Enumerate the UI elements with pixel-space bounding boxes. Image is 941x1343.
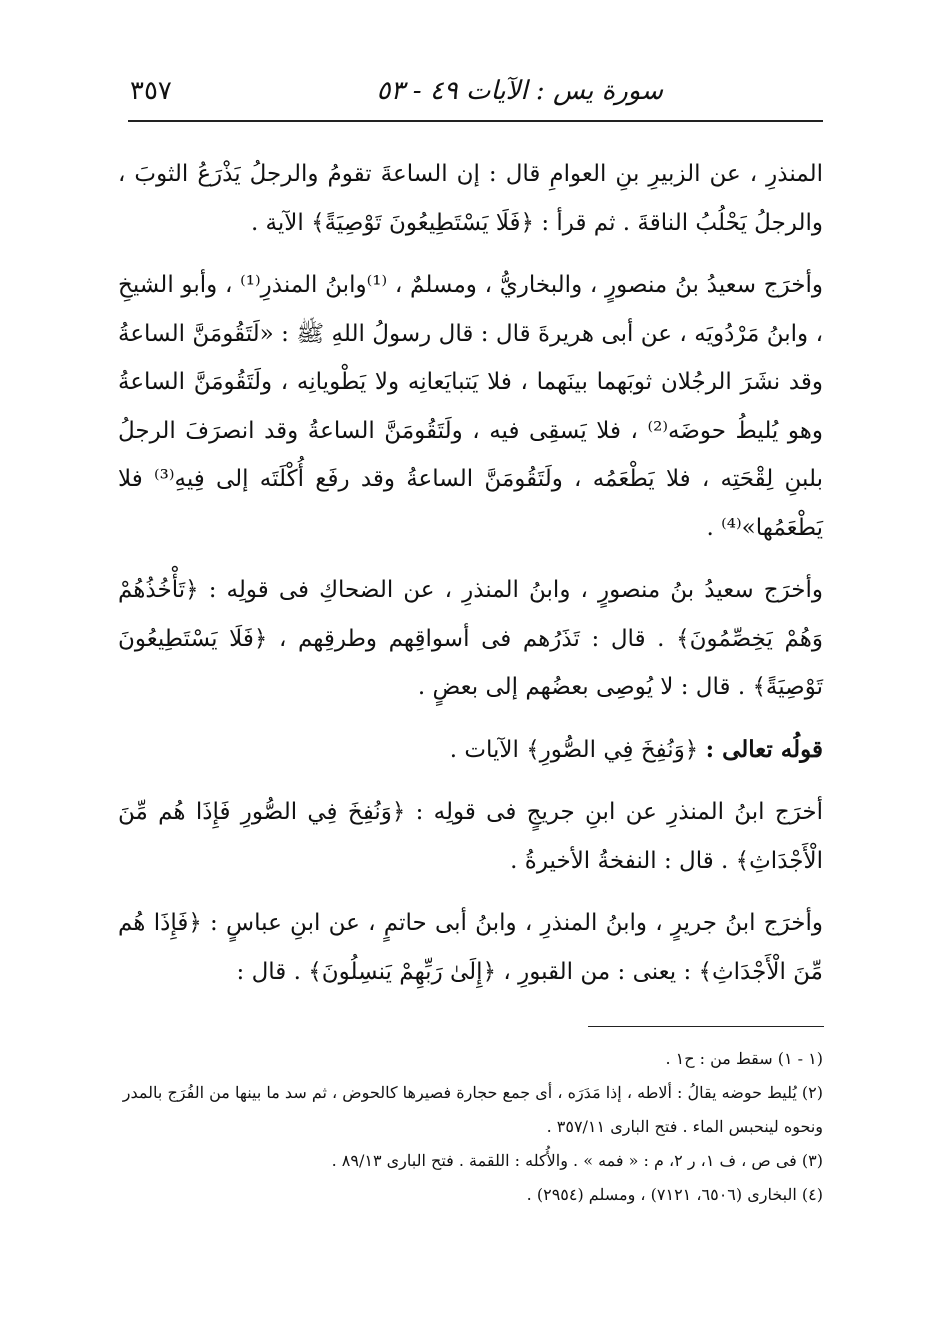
- running-title: سورة يس : الآيات ٤٩ - ٥٣: [376, 76, 663, 106]
- paragraph: وأخرَج سعيدُ بنُ منصورٍ ، وابنُ المنذرِ ، عن الضحاكِ فى قولِه : ﴿تَأْخُذُهُمْ وَهُمْ يَخِصِّمُونَ﴾ . قال : تَذَرُهم فى أسواقِهم وطرقِهم ، ﴿فَلَا يَسْتَطِيعُونَ تَوْصِيَةً﴾ . قال : لا يُوصِى بعضُهم إلى بعضٍ .: [118, 577, 823, 700]
- footnote: (٣) فى ص ، ف ١، ر ٢، م : « فمه » . والأُكله : اللقمة . فتح البارى ٨٩/١٣ .: [331, 1151, 823, 1170]
- paragraph: وأخرَج ابنُ جريرٍ ، وابنُ المنذرِ ، وابنُ أبى حاتمٍ ، عن ابنِ عباسٍ : ﴿فَإِذَا هُم مِّنَ الْأَجْدَاثِ﴾ : يعنى : من القبورِ ، ﴿إِلَىٰ رَبِّهِمْ يَنسِلُونَ﴾ . قال :: [118, 910, 823, 985]
- page-number: ٣٥٧: [130, 76, 172, 106]
- footnotes: [118, 1042, 823, 1212]
- header-rule: [128, 120, 823, 122]
- footnote: (١ - ١) سقط من : ح١ .: [665, 1049, 823, 1068]
- paragraph: المنذرِ ، عن الزبيرِ بنِ العوامِ قال : إن الساعةَ تقومُ والرجلُ يَذْرَعُ الثوبَ ، والرجلُ يَحْلُبُ الناقةَ . ثم قرأ : ﴿فَلَا يَسْتَطِيعُونَ تَوْصِيَةً﴾ الآية .: [118, 161, 823, 236]
- paragraph: وأخرَج سعيدُ بنُ منصورٍ ، والبخاريُّ ، ومسلمٌ ، ⁽¹⁾وابنُ المنذرِ⁽¹⁾ ، وأبو الشيخِ ، وابنُ مَرْدُويَه ، عن أبى هريرةَ قال : قال رسولُ اللهِ ﷺ : «لَتَقُومَنَّ الساعةُ وقد نشَرَ الرجُلان ثوبَهما بينَهما ، فلا يَتبايَعانِه ولا يَطْويانِه ، ولَتَقُومَنَّ الساعةُ وهو يُليطُ حوضَه⁽²⁾ ، فلا يَسقِى فيه ، ولَتَقُومَنَّ الساعةُ وقد انصرَفَ الرجلُ بلبنِ لِقْحَتِه ، فلا يَطْعَمُه ، ولَتَقُومَنَّ الساعةُ وقد رفَع أُكْلَتَه إلى فِيهِ⁽³⁾ فلا يَطْعَمُها»⁽⁴⁾ .: [118, 272, 823, 541]
- section-heading-verse: ﴿وَنُفِخَ فِي الصُّورِ﴾ الآيات .: [449, 736, 706, 763]
- section-heading: [118, 726, 823, 775]
- section-heading-lead: قولُه تعالى :: [705, 735, 823, 763]
- paragraph: أخرَج ابنُ المنذرِ عن ابنِ جريجٍ فى قولِه : ﴿وَنُفِخَ فِي الصُّورِ فَإِذَا هُم مِّنَ الْأَجْدَاثِ﴾ . قال : النفخةُ الأخيرةُ .: [118, 799, 823, 874]
- main-text: [118, 150, 823, 1010]
- page-header: [130, 70, 823, 120]
- footnote-rule: [588, 1026, 824, 1027]
- footnote: (٤) البخارى (٦٥٠٦، ٧١٢١) ، ومسلم (٢٩٥٤) .: [526, 1185, 823, 1204]
- footnote: (٢) يُليط حوضه يقالُ : ألاطه ، إذا مَدَرَه ، أى جمع حجارة فصيرها كالحوض ، ثم سد ما بينها من الفُرَج بالمدر ونحوه لينحبس الماء . فتح البارى ٣٥٧/١١ .: [122, 1083, 823, 1136]
